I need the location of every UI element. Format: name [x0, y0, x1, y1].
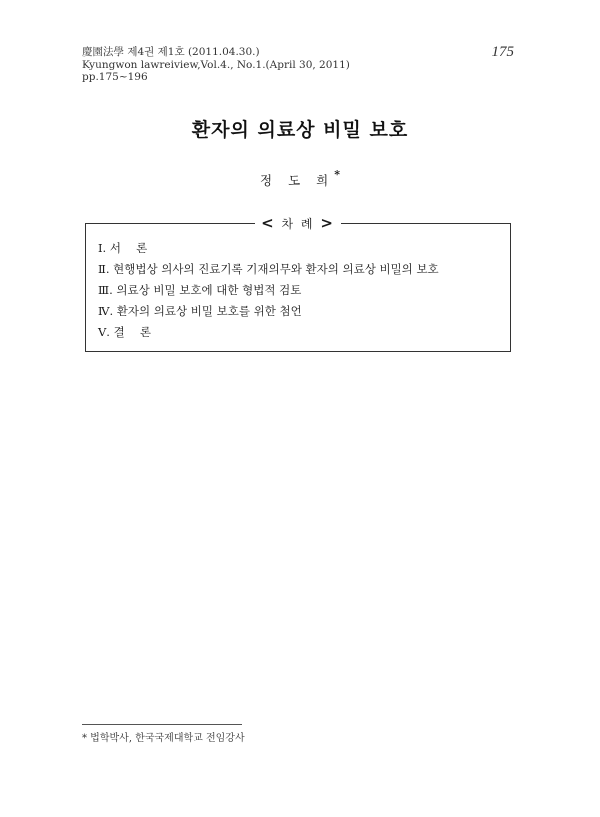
journal-info	[82, 46, 350, 84]
author-footnote-mark: *	[334, 168, 340, 181]
toc-heading-left-bracket: <	[261, 214, 276, 232]
toc-item: Ⅰ. 서 론	[98, 241, 148, 255]
author	[0, 170, 600, 189]
toc-item: Ⅳ. 환자의 의료상 비밀 보호를 위한 첨언	[98, 304, 302, 318]
footnote: * 법학박사, 한국국제대학교 전임강사	[82, 733, 245, 744]
paper-title: 환자의 의료상 비밀 보호	[191, 119, 409, 141]
journal-english-line: Kyungwon lawreiview,Vol.4., No.1.(April 30, 2011)	[82, 58, 350, 71]
toc-heading	[86, 214, 510, 233]
page-number: 175	[491, 44, 514, 60]
toc-list	[98, 238, 439, 343]
journal-pages-line: pp.175~196	[82, 71, 148, 83]
toc-heading-label	[255, 214, 341, 233]
toc-item: Ⅴ. 결 론	[98, 325, 151, 339]
toc-item: Ⅱ. 현행법상 의사의 진료기록 기재의무와 환자의 의료상 비밀의 보호	[98, 262, 439, 276]
toc-heading-right-bracket: >	[320, 214, 335, 232]
table-of-contents	[85, 214, 511, 352]
journal-volume-line: 慶園法學 제4권 제1호 (2011.04.30.)	[82, 46, 260, 58]
toc-item: Ⅲ. 의료상 비밀 보호에 대한 형법적 검토	[98, 283, 302, 297]
toc-heading-text: 차 례	[281, 217, 315, 231]
author-name: 정 도 희	[260, 173, 335, 189]
footnote-divider	[82, 724, 242, 725]
